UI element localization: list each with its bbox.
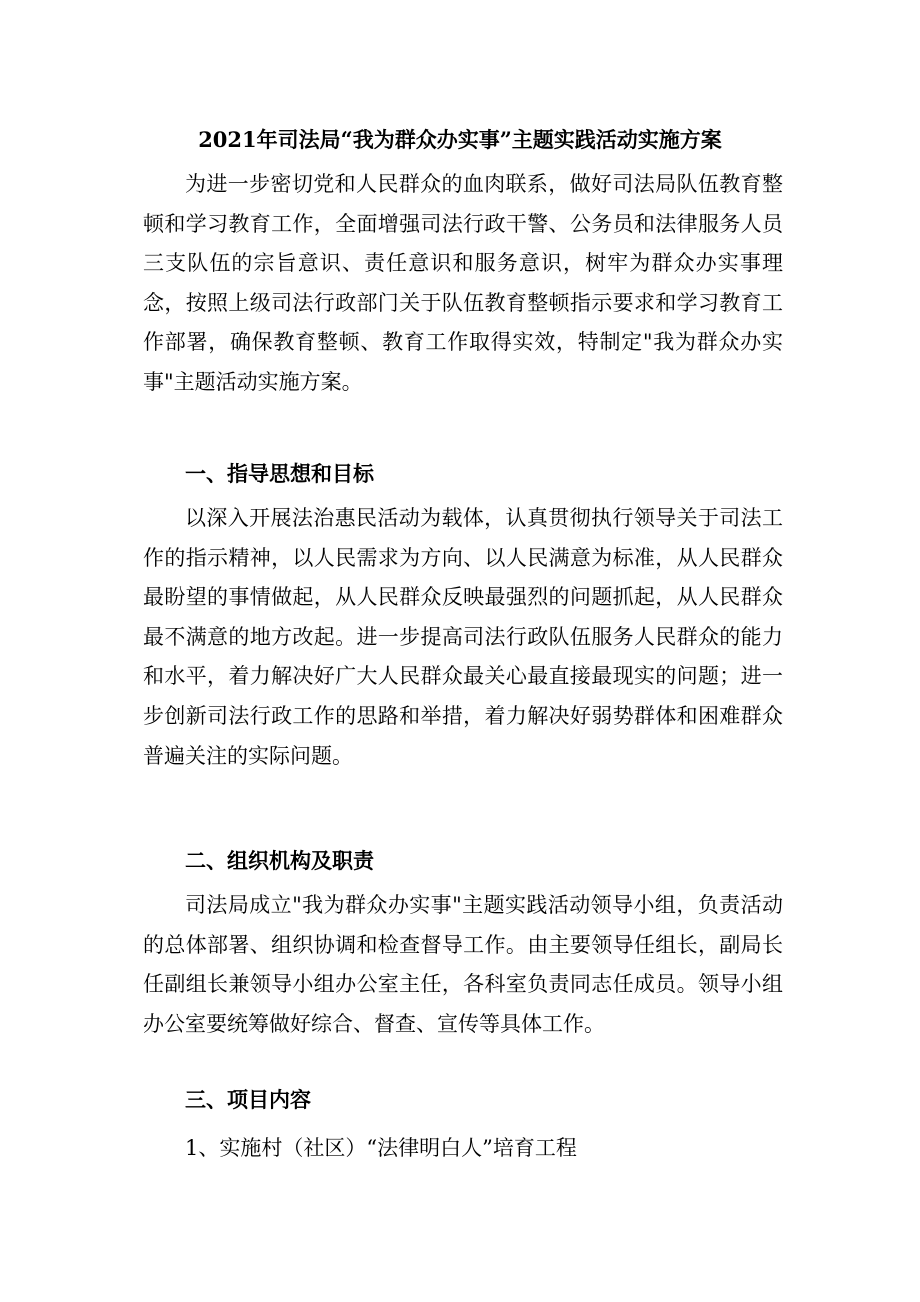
section-body-organization: 司法局成立"我为群众办实事"主题实践活动领导小组，负责活动的总体部署、组织协调和检查督导工作。由主要领导任组长，副局长任副组长兼领导小组办公室主任，各科室负责同志任成员。领导小组办公室要统筹做好综合、督查、宣传等具体工作。 <box>143 893 783 1036</box>
intro-paragraph: 为进一步密切党和人民群众的血肉联系，做好司法局队伍教育整顿和学习教育工作，全面增强司法行政干警、公务员和法律服务人员三支队伍的宗旨意识、责任意识和服务意识，树牢为群众办实事理念，按照上级司法行政部门关于队伍教育整顿指示要求和学习教育工作部署，确保教育整顿、教育工作取得实效，特制定"我为群众办实事"主题活动实施方案。 <box>143 172 783 394</box>
section-heading-project-content: 三、项目内容 <box>185 1087 311 1112</box>
section-heading-organization: 二、组织机构及职责 <box>185 848 374 873</box>
section-body-guiding-thought: 以深入开展法治惠民活动为载体，认真贯彻执行领导关于司法工作的指示精神，以人民需求为方向、以人民满意为标准，从人民群众最盼望的事情做起，从人民群众反映最强烈的问题抓起，从人民群众最不满意的地方改起。进一步提高司法行政队伍服务人民群众的能力和水平，着力解决好广大人民群众最关心最直接最现实的问题；进一步创新司法行政工作的思路和举措，着力解决好弱势群体和困难群众普遍关注的实际问题。 <box>143 506 783 768</box>
project-item-1: 1、实施村（社区）“法律明白人”培育工程 <box>185 1136 577 1160</box>
document-title: 2021年司法局“我为群众办实事”主题实践活动实施方案 <box>198 127 722 152</box>
section-heading-guiding-thought: 一、指导思想和目标 <box>185 461 374 486</box>
